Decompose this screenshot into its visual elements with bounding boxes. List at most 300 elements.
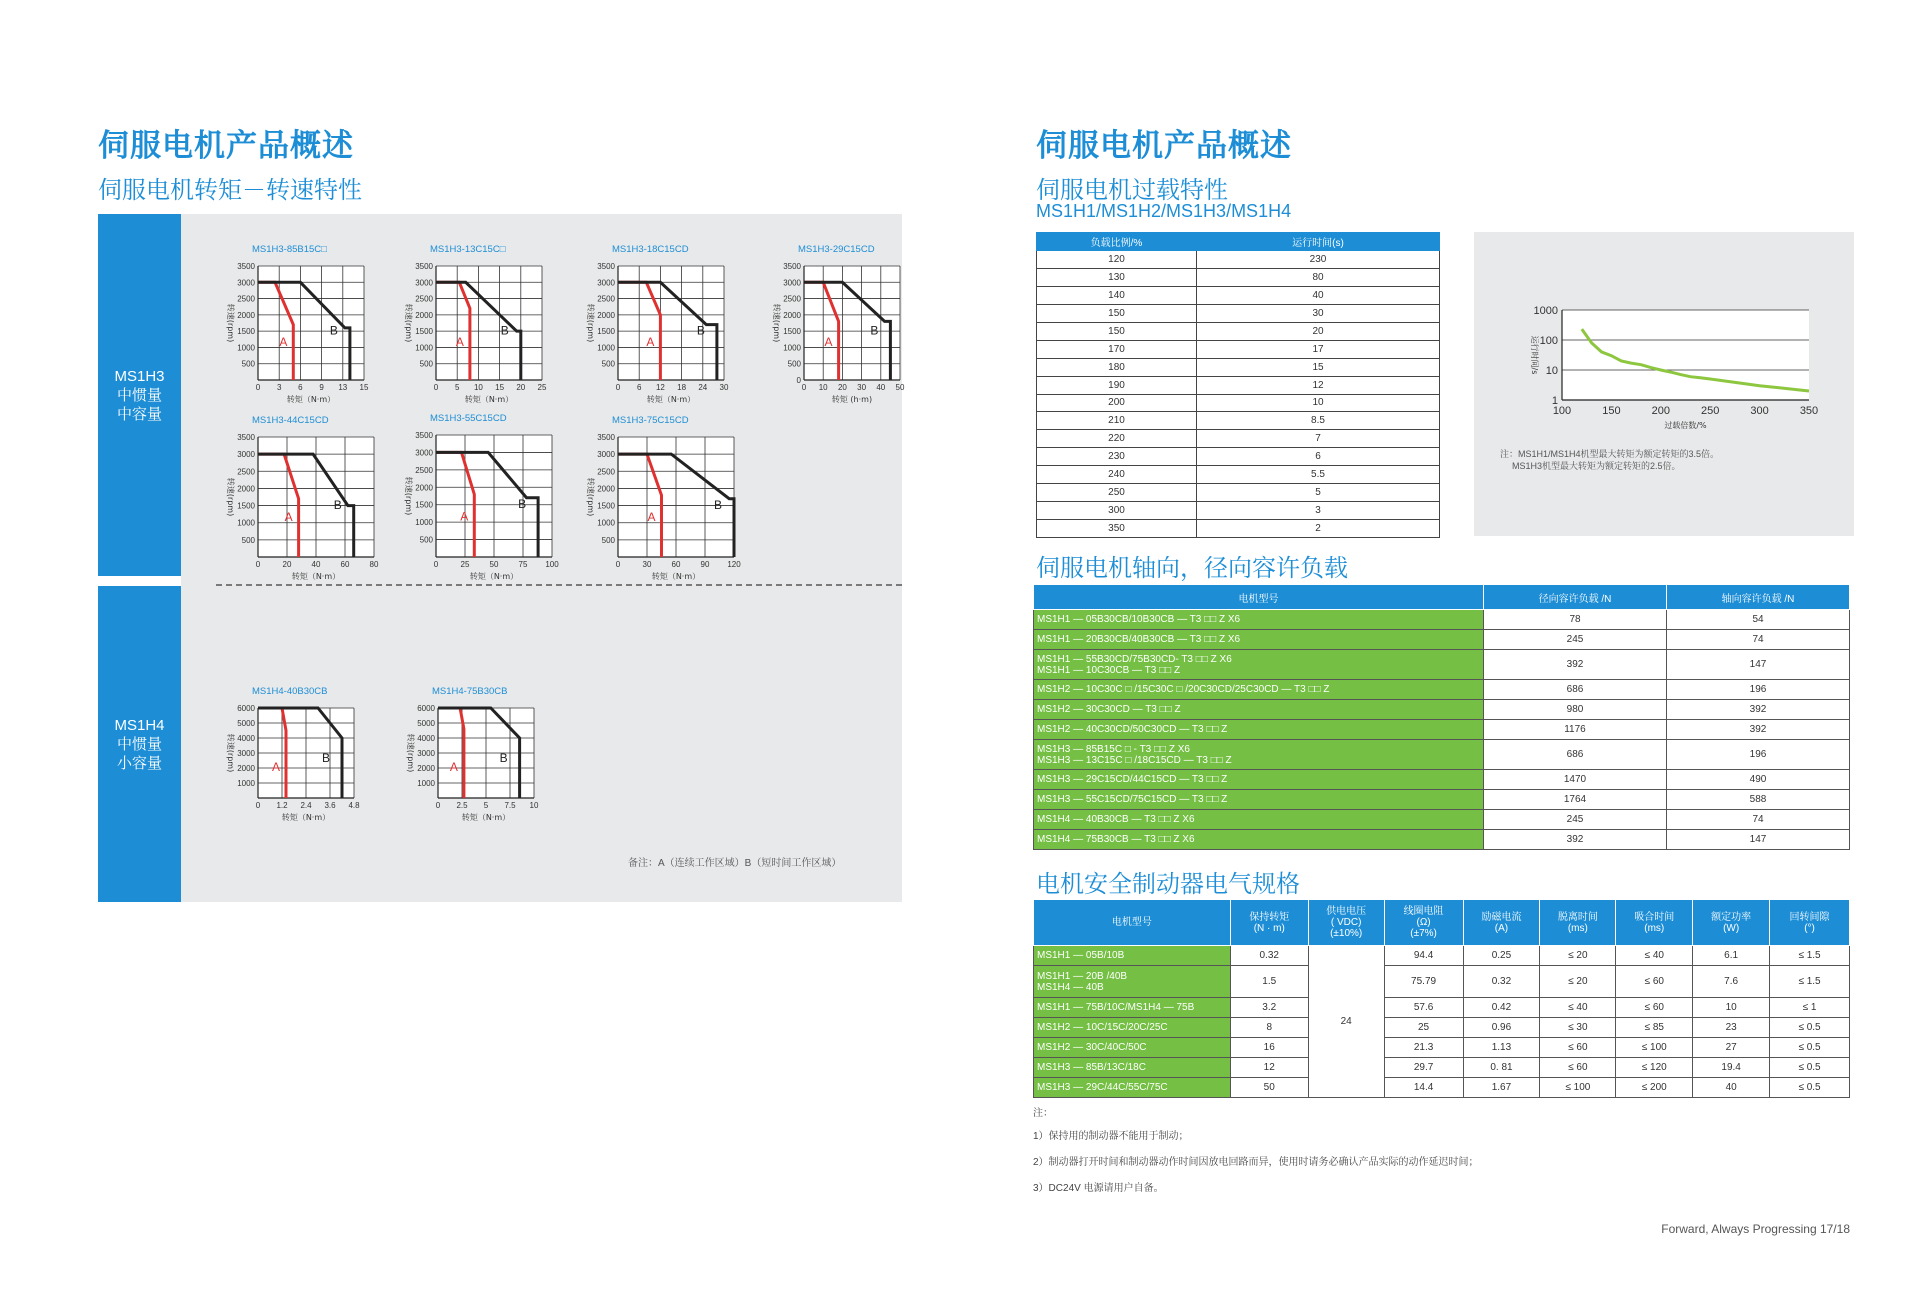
value-cell: 147 — [1667, 830, 1850, 850]
group-label-ms1h3 — [98, 214, 181, 576]
x-tick-label: 2.5 — [456, 801, 468, 810]
brake-header-cell — [1616, 900, 1693, 946]
value-cell: 245 — [1484, 810, 1667, 830]
table-cell: 7 — [1197, 430, 1440, 448]
table-cell: 5 — [1197, 484, 1440, 502]
x-tick-label: 30 — [719, 383, 729, 392]
x-tick-label: 24 — [698, 383, 708, 392]
header-line: (N · m) — [1253, 922, 1285, 934]
value-cell: 78 — [1484, 610, 1667, 630]
model-cell — [1034, 810, 1484, 830]
x-tick-label: 350 — [1799, 405, 1819, 417]
value-cell: ≤ 0.5 — [1770, 1038, 1850, 1058]
value-cell: 25 — [1384, 1018, 1463, 1038]
x-tick-label: 40 — [876, 383, 886, 392]
x-axis-label: 转矩（N·m） — [646, 395, 696, 404]
zone-label-b: B — [518, 497, 527, 512]
value-cell: 0.32 — [1463, 966, 1540, 998]
x-axis-label: 转矩 (h·m) — [831, 395, 873, 404]
torque-chart-ms1h3-18c15cd — [572, 244, 732, 408]
y-tick-label: 2000 — [237, 310, 255, 320]
y-tick-label: 3000 — [597, 450, 615, 460]
model-line: MS1H1 — 20B /40B — [1037, 970, 1128, 982]
y-tick-label: 3500 — [237, 262, 255, 271]
y-axis-label: 转速(rpm) — [772, 303, 781, 343]
value-cell: 1176 — [1484, 720, 1667, 740]
right-page-title: 伺服电机产品概述 — [1036, 128, 1292, 163]
x-tick-label: 13 — [338, 383, 348, 392]
model-line: MS1H2 — 30C30CD — T3 □□ Z — [1037, 704, 1181, 715]
header-line: 回转间隙 — [1789, 911, 1830, 923]
value-cell: 1.67 — [1463, 1078, 1540, 1098]
group1-capacity: 中容量 — [116, 405, 162, 423]
x-tick-label: 10 — [529, 801, 539, 810]
x-tick-label: 40 — [311, 560, 321, 569]
value-cell: 392 — [1667, 720, 1850, 740]
zone-label-a: A — [449, 760, 458, 774]
value-cell: 12 — [1230, 1058, 1308, 1078]
value-cell: 23 — [1693, 1018, 1770, 1038]
model-cell — [1034, 946, 1231, 966]
value-cell: 74 — [1667, 630, 1850, 650]
brake-header-cell — [1770, 900, 1850, 946]
zone-label-a: A — [647, 510, 656, 524]
model-cell — [1034, 720, 1484, 740]
x-tick-label: 250 — [1701, 405, 1720, 417]
x-tick-label: 50 — [489, 560, 499, 569]
value-cell: 57.6 — [1384, 998, 1463, 1018]
y-tick-label: 5000 — [237, 719, 255, 728]
y-tick-label: 1000 — [237, 518, 255, 528]
x-axis-label: 转矩（N·m） — [651, 572, 701, 581]
table-row — [1037, 304, 1440, 322]
brake-header-cell — [1540, 900, 1616, 946]
overload-note-line-2: MS1H3机型最大转矩为额定转矩的2.5倍。 — [1512, 461, 1681, 471]
y-tick-label: 500 — [787, 359, 801, 369]
y-tick-label: 1000 — [1533, 305, 1558, 317]
left-page-title: 伺服电机产品概述 — [98, 128, 354, 163]
brake-header-cell — [1693, 900, 1770, 946]
x-tick-label: 3 — [276, 383, 282, 392]
torque-chart-ms1h4-40b30cb — [212, 686, 362, 826]
table-row — [1037, 340, 1440, 358]
value-cell: ≤ 1.5 — [1770, 946, 1850, 966]
value-cell: 392 — [1484, 650, 1667, 680]
table-row — [1034, 700, 1850, 720]
y-tick-label: 2500 — [597, 467, 615, 477]
chart-svg — [572, 415, 742, 585]
y-tick-label: 500 — [241, 359, 255, 369]
value-cell: 980 — [1484, 700, 1667, 720]
y-tick-label: 1 — [1551, 395, 1558, 407]
y-tick-label: 3500 — [597, 262, 615, 271]
y-tick-label: 1000 — [415, 518, 433, 528]
chart-title: MS1H4-75B30CB — [432, 686, 508, 697]
model-line: MS1H4 — 40B — [1037, 981, 1104, 993]
table-cell: 6 — [1197, 448, 1440, 466]
table-row — [1034, 790, 1850, 810]
model-line: MS1H2 — 10C30C □ /15C30C □ /20C30CD/25C30CD — T3 □□ Z — [1037, 684, 1330, 695]
note-1: 1）保持用的制动器不能用于制动； — [1033, 1131, 1189, 1142]
table-row — [1034, 680, 1850, 700]
zone-label-b: B — [329, 323, 338, 338]
value-cell: ≤ 60 — [1540, 1058, 1616, 1078]
chart-title: MS1H3-75C15CD — [612, 415, 689, 426]
value-cell: 10 — [1693, 998, 1770, 1018]
value-cell: 147 — [1667, 650, 1850, 680]
y-tick-label: 6000 — [417, 704, 435, 713]
table-row — [1034, 1038, 1850, 1058]
value-cell: 0.25 — [1463, 946, 1540, 966]
x-tick-label: 60 — [671, 560, 681, 569]
y-tick-label: 0 — [796, 376, 801, 385]
value-cell: 16 — [1230, 1038, 1308, 1058]
model-line: MS1H1 — 05B/10B — [1037, 950, 1125, 961]
x-tick-label: 0 — [255, 560, 261, 569]
value-cell: 7.6 — [1693, 966, 1770, 998]
value-cell: ≤ 60 — [1616, 966, 1693, 998]
y-tick-label: 3500 — [415, 262, 433, 271]
y-axis-label: 转速(rpm) — [226, 733, 235, 773]
y-axis-label: 运行时间/s — [1530, 335, 1539, 375]
x-tick-label: 6 — [636, 383, 642, 392]
overload-models: MS1H1/MS1H2/MS1H3/MS1H4 — [1036, 201, 1292, 221]
x-tick-label: 150 — [1602, 405, 1621, 417]
y-axis-label: 转速(rpm) — [586, 477, 595, 517]
value-cell: 686 — [1484, 680, 1667, 700]
x-tick-label: 0 — [801, 383, 807, 392]
model-line: MS1H3 — 29C15CD/44C15CD — T3 □□ Z — [1037, 774, 1228, 785]
table-row — [1037, 430, 1440, 448]
x-tick-label: 18 — [677, 383, 687, 392]
model-cell — [1034, 700, 1484, 720]
torque-chart-ms1h3-85b15c — [212, 244, 372, 408]
chart-svg — [390, 413, 560, 585]
chart-title: MS1H4-40B30CB — [252, 686, 328, 697]
value-cell: 392 — [1484, 830, 1667, 850]
table-cell: 150 — [1037, 304, 1197, 322]
chart-svg — [390, 244, 550, 408]
group2-model: MS1H4 — [114, 716, 165, 734]
table-row — [1034, 610, 1850, 630]
y-tick-label: 1500 — [237, 501, 255, 511]
model-line: MS1H1 — 05B30CB/10B30CB — T3 □□ Z X6 — [1037, 614, 1241, 625]
table-cell: 3 — [1197, 502, 1440, 520]
table-cell: 120 — [1037, 251, 1197, 269]
chart-title: MS1H3-85B15C□ — [252, 244, 327, 255]
y-tick-label: 3000 — [415, 448, 433, 458]
value-cell: ≤ 60 — [1540, 1038, 1616, 1058]
table-row — [1037, 502, 1440, 520]
zone-label-a: A — [646, 334, 655, 349]
value-cell: 21.3 — [1384, 1038, 1463, 1058]
overload-header-time: 运行时间(s) — [1197, 233, 1440, 251]
y-tick-label: 10 — [1545, 365, 1558, 377]
table-cell: 10 — [1197, 394, 1440, 412]
note-2: 2）制动器打开时间和制动器动作时间因放电回路而异，使用时请务必确认产品实际的动作延迟时间； — [1033, 1157, 1479, 1168]
model-cell — [1034, 630, 1484, 650]
table-cell: 30 — [1197, 304, 1440, 322]
zone-label-b: B — [696, 323, 705, 338]
y-axis-label: 转速(rpm) — [586, 303, 595, 343]
value-cell: 196 — [1667, 680, 1850, 700]
group-label-ms1h4 — [98, 586, 181, 902]
overload-chart-note — [1500, 448, 1719, 472]
x-tick-label: 60 — [340, 560, 350, 569]
chart-title: MS1H3-18C15CD — [612, 244, 689, 255]
value-cell: 0.96 — [1463, 1018, 1540, 1038]
table-row — [1034, 966, 1850, 998]
table-row — [1034, 1058, 1850, 1078]
x-axis-label: 转矩（N·m） — [464, 395, 514, 404]
x-tick-label: 5 — [454, 383, 460, 392]
y-tick-label: 500 — [601, 535, 615, 545]
value-cell: 74 — [1667, 810, 1850, 830]
brake-header-cell — [1308, 900, 1384, 946]
overload-chart — [1474, 232, 1854, 536]
table-cell: 5.5 — [1197, 466, 1440, 484]
model-cell — [1034, 740, 1484, 770]
table-row — [1037, 358, 1440, 376]
x-tick-label: 100 — [545, 560, 559, 569]
model-line: MS1H1 — 75B/10C/MS1H4 — 75B — [1037, 1002, 1195, 1013]
table-cell: 220 — [1037, 430, 1197, 448]
overload-header-ratio: 负载比例/% — [1037, 233, 1197, 251]
model-cell — [1034, 830, 1484, 850]
x-tick-label: 20 — [516, 383, 526, 392]
model-cell — [1034, 998, 1231, 1018]
table-row — [1037, 251, 1440, 269]
table-cell: 2 — [1197, 520, 1440, 538]
model-line: MS1H1 — 10C30CB — T3 □□ Z — [1037, 664, 1181, 676]
table-cell: 230 — [1037, 448, 1197, 466]
x-tick-label: 30 — [642, 560, 652, 569]
value-cell: 29.7 — [1384, 1058, 1463, 1078]
header-line: (W) — [1723, 922, 1740, 934]
value-cell: 588 — [1667, 790, 1850, 810]
header-line: 脱离时间 — [1557, 911, 1598, 923]
value-cell: ≤ 1 — [1770, 998, 1850, 1018]
model-cell — [1034, 1078, 1231, 1098]
brake-header-cell — [1230, 900, 1308, 946]
value-cell: ≤ 0.5 — [1770, 1018, 1850, 1038]
x-tick-label: 4.8 — [348, 801, 360, 810]
header-line: 电机型号 — [1111, 917, 1152, 928]
x-axis-label: 转矩（N·m） — [291, 572, 341, 581]
y-tick-label: 2000 — [415, 483, 433, 493]
y-tick-label: 3000 — [237, 278, 255, 288]
overload-chart-panel — [1474, 232, 1854, 536]
zone-label-a: A — [460, 509, 469, 524]
chart-svg — [212, 415, 382, 585]
table-row — [1034, 1078, 1850, 1098]
x-tick-label: 90 — [700, 560, 710, 569]
table-row — [1034, 740, 1850, 770]
value-cell: ≤ 100 — [1616, 1038, 1693, 1058]
table-row — [1037, 394, 1440, 412]
table-cell: 8.5 — [1197, 412, 1440, 430]
table-row — [1034, 650, 1850, 680]
zone-label-a: A — [279, 334, 288, 349]
value-cell: ≤ 40 — [1616, 946, 1693, 966]
value-cell: ≤ 20 — [1540, 946, 1616, 966]
y-tick-label: 2500 — [237, 467, 255, 477]
model-cell — [1034, 1038, 1231, 1058]
y-tick-label: 3500 — [597, 433, 615, 442]
load-header-axial: 轴向容许负载 /N — [1667, 585, 1850, 610]
zone-label-b: B — [714, 498, 723, 512]
value-cell: 0. 81 — [1463, 1058, 1540, 1078]
value-cell: 196 — [1667, 740, 1850, 770]
group1-inertia: 中惯量 — [116, 386, 162, 404]
y-axis-label: 转速(rpm) — [404, 303, 413, 343]
value-cell: 40 — [1693, 1078, 1770, 1098]
model-line: MS1H2 — 40C30CD/50C30CD — T3 □□ Z — [1037, 724, 1228, 735]
x-tick-label: 25 — [537, 383, 547, 392]
overload-table — [1036, 232, 1440, 538]
brake-table — [1033, 899, 1850, 1098]
y-tick-label: 3000 — [237, 450, 255, 460]
overload-note-line-1: 注：MS1H1/MS1H4机型最大转矩为额定转矩的3.5倍。 — [1500, 449, 1720, 459]
load-header-radial: 径向容许负载 /N — [1484, 585, 1667, 610]
chart-title: MS1H3-13C15C□ — [430, 244, 506, 255]
model-cell — [1034, 1058, 1231, 1078]
x-tick-label: 20 — [837, 383, 847, 392]
value-cell: 6.1 — [1693, 946, 1770, 966]
y-tick-label: 1500 — [597, 501, 615, 511]
x-tick-label: 0 — [615, 383, 621, 392]
y-tick-label: 3000 — [237, 749, 255, 758]
y-axis-label: 转速(rpm) — [226, 477, 235, 517]
x-tick-label: 0 — [433, 560, 439, 569]
table-row — [1037, 412, 1440, 430]
value-cell: ≤ 100 — [1540, 1078, 1616, 1098]
table-row — [1037, 484, 1440, 502]
chart-svg — [212, 686, 362, 826]
x-tick-label: 0 — [255, 383, 261, 392]
y-tick-label: 1000 — [417, 779, 435, 788]
x-tick-label: 50 — [895, 383, 905, 392]
model-line: MS1H3 — 29C/44C/55C/75C — [1037, 1082, 1168, 1093]
y-tick-label: 500 — [419, 535, 433, 545]
table-row — [1034, 770, 1850, 790]
y-tick-label: 2000 — [417, 764, 435, 773]
model-cell — [1034, 680, 1484, 700]
y-tick-label: 1500 — [597, 327, 615, 337]
x-tick-label: 25 — [460, 560, 470, 569]
header-line: (A) — [1494, 922, 1509, 934]
y-tick-label: 2500 — [415, 294, 433, 304]
table-cell: 350 — [1037, 520, 1197, 538]
chart-svg — [212, 244, 372, 408]
table-cell: 190 — [1037, 376, 1197, 394]
y-tick-label: 2000 — [237, 764, 255, 773]
x-tick-label: 10 — [473, 383, 483, 392]
x-tick-label: 15 — [359, 383, 369, 392]
x-axis-label: 转矩（N·m） — [281, 813, 331, 822]
note-3: 3）DC24V 电源请用户自备。 — [1033, 1183, 1164, 1194]
model-cell — [1034, 1018, 1231, 1038]
chart-title: MS1H3-55C15CD — [430, 413, 507, 424]
y-tick-label: 1500 — [415, 500, 433, 510]
model-line: MS1H3 — 85B15C □ - T3 □□ Z X6 — [1037, 743, 1190, 755]
zone-label-a: A — [455, 334, 464, 349]
value-cell: 8 — [1230, 1018, 1308, 1038]
y-tick-label: 1500 — [783, 327, 801, 337]
torque-chart-ms1h3-55c15cd — [390, 413, 560, 585]
value-cell: 3.2 — [1230, 998, 1308, 1018]
y-tick-label: 1000 — [415, 343, 433, 353]
y-tick-label: 3000 — [783, 278, 801, 288]
value-cell: 94.4 — [1384, 946, 1463, 966]
y-tick-label: 2000 — [783, 310, 801, 320]
table-row — [1034, 998, 1850, 1018]
table-row — [1034, 830, 1850, 850]
x-tick-label: 20 — [282, 560, 292, 569]
header-line: (°) — [1804, 922, 1815, 934]
table-row — [1037, 520, 1440, 538]
table-row — [1037, 322, 1440, 340]
chart-title: MS1H3-44C15CD — [252, 415, 329, 426]
value-cell: 54 — [1667, 610, 1850, 630]
y-tick-label: 1000 — [783, 343, 801, 353]
zone-label-b: B — [499, 751, 508, 765]
group2-capacity: 小容量 — [116, 754, 162, 772]
x-tick-label: 300 — [1750, 405, 1769, 417]
header-line: 保持转矩 — [1249, 911, 1290, 923]
y-tick-label: 500 — [241, 535, 255, 545]
x-axis-label: 转矩（N·m） — [286, 395, 336, 404]
model-cell — [1034, 966, 1231, 998]
x-tick-label: 5 — [483, 801, 489, 810]
header-line: 供电电压 — [1326, 906, 1367, 917]
load-table — [1033, 584, 1850, 850]
model-cell — [1034, 650, 1484, 680]
y-tick-label: 4000 — [417, 734, 435, 743]
header-line: ( VDC) — [1330, 917, 1362, 928]
table-cell: 170 — [1037, 340, 1197, 358]
model-line: MS1H3 — 85B/13C/18C — [1037, 1062, 1146, 1073]
x-tick-label: 7.5 — [504, 801, 516, 810]
chart-svg — [392, 686, 542, 826]
table-row — [1037, 448, 1440, 466]
x-tick-label: 0 — [615, 560, 621, 569]
zone-label-a: A — [272, 760, 281, 774]
table-cell: 210 — [1037, 412, 1197, 430]
y-tick-label: 1500 — [237, 327, 255, 337]
header-line: (Ω) — [1416, 917, 1431, 928]
table-row — [1034, 630, 1850, 650]
table-row — [1037, 376, 1440, 394]
y-tick-label: 3000 — [597, 278, 615, 288]
brake-header-cell — [1384, 900, 1463, 946]
header-line: 额定功率 — [1711, 911, 1752, 923]
group1-model: MS1H3 — [114, 367, 165, 385]
header-line: (ms) — [1644, 922, 1665, 934]
x-axis-label: 转矩（N·m） — [469, 572, 519, 581]
value-cell: ≤ 30 — [1540, 1018, 1616, 1038]
table-cell: 300 — [1037, 502, 1197, 520]
group-separator — [98, 576, 181, 586]
x-tick-label: 0 — [255, 801, 261, 810]
y-tick-label: 1500 — [415, 327, 433, 337]
x-tick-label: 2.4 — [300, 801, 312, 810]
value-cell: 50 — [1230, 1078, 1308, 1098]
y-tick-label: 1000 — [237, 343, 255, 353]
y-tick-label: 3500 — [783, 262, 801, 271]
table-cell: 180 — [1037, 358, 1197, 376]
model-line: MS1H2 — 10C/15C/20C/25C — [1037, 1022, 1168, 1033]
